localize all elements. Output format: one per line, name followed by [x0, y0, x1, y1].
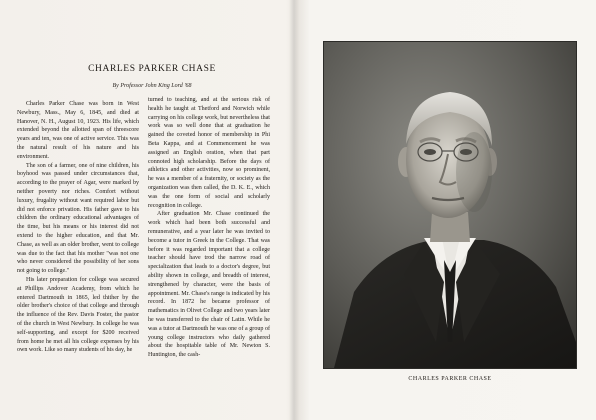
right-page: [298, 0, 596, 420]
paragraph: turned to teaching, and at the serious risk of health he taught at Thetford and Norwich while carrying on his college work, but nevertheless that work was so well done that at graduation he gained the coveted honor of membership in Phi Beta Kappa, and at Commencement he was assigned an English oration, when that part connoted high scholarship. Before the days of athletics and other activities, now so prominent, he was a member of a fraternity, or society as the organization was then called, the D. K. E., which was the one form of social and scholarly recognition in college.: [148, 97, 270, 209]
photo-caption: CHARLES PARKER CHASE: [408, 376, 492, 382]
paragraph: After graduation Mr. Chase continued the work which had been both successful and remunerative, and a year later he was invited to become a tutor in Greek in the College. That was before it was regarded important that a college teacher should have trod the narrow road of specialization that leads to a doctor's degree, but ability shown in college, and breadth of interest, strengthened by character, were the basis of appointment. Mr. Chase's range is indicated by his record. In 1872 he became professor of mathematics in Olivet College and two years later he was transferred to the chair of Latin. While he was a tutor at Dartmouth he was one of a group of young college instructors who daily gathered about the hospitable table of Mr. Newton S. Huntington, the cash-: [148, 211, 270, 359]
article-title: CHARLES PARKER CHASE: [88, 64, 216, 74]
article-byline: By Professor John King Lord '68: [112, 83, 192, 89]
paragraph: Charles Parker Chase was born in West Newbury, Mass., May 6, 1845, and died at Hanover, N. H., August 10, 1923. His life, which extended beyond the allotted span of threescore years and ten, was one of active service. This was the natural result of his nature and his environment.: [17, 101, 139, 160]
left-page: [0, 0, 292, 420]
paragraph: His later preparation for college was secured at Phillips Andover Academy, from which he entered Dartmouth in 1865, led thither by the older brother's choice of that college and through the influence of the Rev. Davis Foster, the pastor of the church in West Newbury. In college he was self-supporting, and except for $200 received from home he met all his college expenses by his own work. Like so many students of his day, he: [17, 276, 139, 354]
text-column-right: [148, 96, 270, 360]
portrait-photo: [324, 42, 576, 368]
paragraph: The son of a farmer, one of nine children, his boyhood was passed under circumstances that, according to the prayer of Agar, were marked by neither poverty nor riches. Comfort without luxury, frugality without want required labor but did not enforce privation. His father gave to his children the ordinary educational advantages of the time, but his means or his interest did not extend to the higher education, and that Mr. Chase, as well as an older brother, went to college was due to the fact that his mother "was not one who never considered the possibility of her sons not going to college.": [17, 162, 139, 275]
text-column-left: [17, 100, 139, 355]
portrait-illustration: [324, 42, 576, 368]
